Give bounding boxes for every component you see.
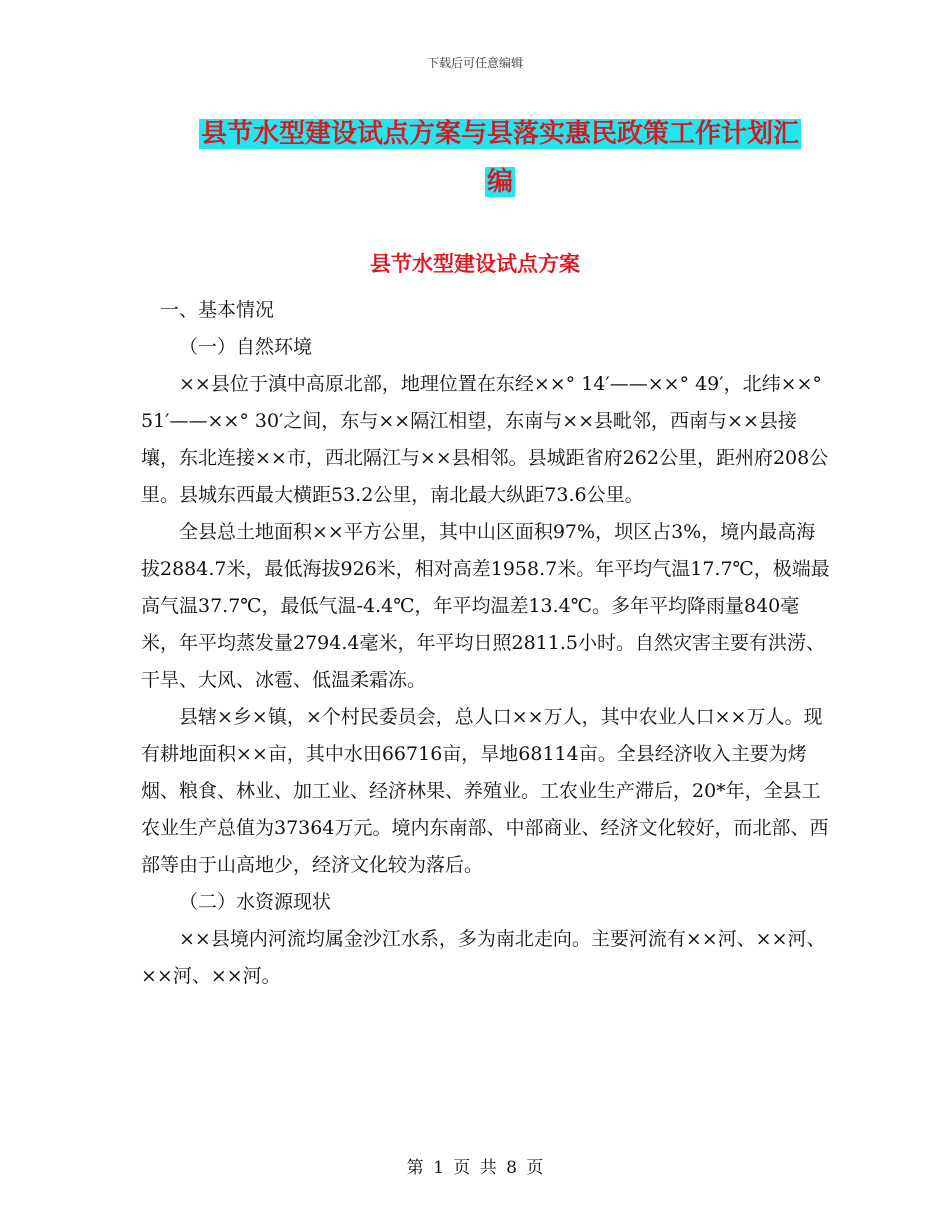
- page-number-footer: 第 1 页 共 8 页: [406, 1158, 544, 1178]
- body-text: [141, 292, 831, 995]
- paragraph-rivers: ××县境内河流均属金沙江水系，多为南北走向。主要河流有××河、××河、××河、××河。: [141, 928, 826, 987]
- paragraph-land-climate: 全县总土地面积××平方公里，其中山区面积97%，坝区占3%，境内最高海拔2884.7米，最低海拔926米，相对高差1958.7米。年平均气温17.7℃，极端最高气温37.7℃，最低气温-4.4℃，年平均温差13.4℃。多年平均降雨量840毫米，年平均蒸发量2794.4毫米，年平均日照2811.5小时。自然灾害主要有洪涝、干旱、大风、冰雹、低温柔霜冻。: [141, 521, 830, 691]
- title-line-2: 编: [486, 167, 513, 197]
- document-title: [180, 110, 820, 206]
- section-title: 县节水型建设试点方案: [370, 251, 580, 276]
- paragraph-location: ××县位于滇中高原北部，地理位置在东经××° 14′——××° 49′，北纬××° 51′——××° 30′之间，东与××隔江相望，东南与××县毗邻，西南与××县接壤，东北连接××市，西北隔江与××县相邻。县城距省府262公里，距州府208公里。县城东西最大横距53.2公里，南北最大纵距73.6公里。: [141, 373, 829, 506]
- heading-water-resources: （二）水资源现状: [179, 891, 332, 913]
- header-note: 下载后可任意编辑: [426, 56, 523, 70]
- heading-natural-environment: （一）自然环境: [179, 336, 313, 358]
- heading-basic-situation: 一、基本情况: [160, 299, 275, 321]
- paragraph-population-economy: 县辖×乡×镇，×个村民委员会，总人口××万人，其中农业人口××万人。现有耕地面积××亩，其中水田66716亩，旱地68114亩。全县经济收入主要为烤烟、粮食、林业、加工业、经济林果、养殖业。工农业生产滞后，20*年，全县工农业生产总值为37364万元。境内东南部、中部商业、经济文化较好，而北部、西部等由于山高地少，经济文化较为落后。: [141, 706, 829, 876]
- title-line-1: 县节水型建设试点方案与县落实惠民政策工作计划汇: [200, 119, 799, 149]
